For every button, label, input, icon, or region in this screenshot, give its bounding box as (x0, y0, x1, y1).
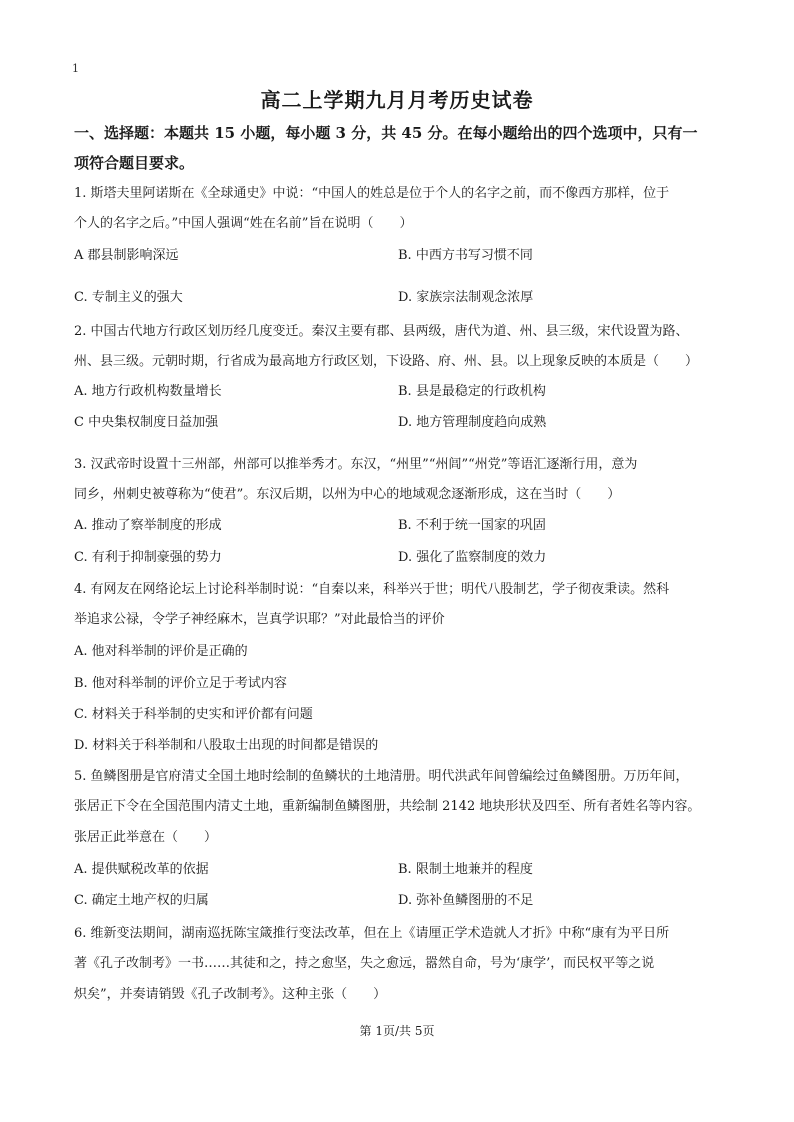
question-1-line-1: 1. 斯塔夫里阿诺斯在《全球通史》中说：“中国人的姓总是位于个人的名字之前，而不像西方那样，位于 (74, 186, 670, 201)
question-6-line-1: 6. 维新变法期间，湖南巡抚陈宝箴推行变法改革，但在上《请厘正学术造就人才折》中称“康有为平日所 (74, 926, 670, 941)
question-5-option-d: D. 弥补鱼鳞图册的不足 (398, 893, 534, 908)
question-5-option-b: B. 限制土地兼并的程度 (398, 862, 533, 877)
question-5-option-c: C. 确定土地产权的归属 (74, 893, 209, 908)
section-heading-line2: 项符合题目要求。 (74, 154, 195, 172)
question-4-line-1: 4. 有网友在网络论坛上讨论科举制时说：“自秦以来，科举兴于世；明代八股制艺，学子彻夜秉读。然科 (74, 582, 670, 597)
question-1-option-c: C. 专制主义的强大 (74, 290, 183, 305)
question-4-option-a: A. 他对科举制的评价是正确的 (74, 644, 248, 659)
section-heading-line1: 一、选择题：本题共 15 小题，每小题 3 分，共 45 分。在每小题给出的四个选项中，只有一 (74, 124, 698, 142)
question-1-line-2: 个人的名字之后。”中国人强调“姓在名前”旨在说明（ ） (74, 216, 413, 231)
question-5-line-1: 5. 鱼鳞图册是官府清丈全国土地时绘制的鱼鳞状的土地清册。明代洪武年间曾编绘过鱼鳞图册。万历年间， (74, 769, 689, 784)
question-3-line-1: 3. 汉武帝时设置十三州部，州部可以推举秀才。东汉，“州里”“州闾”“州党”等语汇逐渐行用，意为 (74, 457, 638, 472)
question-2-option-b: B. 县是最稳定的行政机构 (398, 384, 546, 399)
question-5-option-a: A. 提供赋税改革的依据 (74, 862, 209, 877)
question-2-line-2: 州、县三级。元朝时期，行省成为最高地方行政区划，下设路、府、州、县。以上现象反映的本质是（ ） (74, 354, 699, 369)
question-6-line-2: 著《孔子改制考》一书……其徒和之，持之愈坚，失之愈远，嚣然自命，号为‘康学’，而民权平等之说 (74, 956, 655, 971)
question-3-option-c: C. 有利于抑制豪强的势力 (74, 550, 222, 565)
question-2-option-d: D. 地方管理制度趋向成熟 (398, 415, 547, 430)
question-3-option-d: D. 强化了监察制度的效力 (398, 550, 547, 565)
question-6-line-3: 炽矣”，并奏请销毁《孔子改制考》。这种主张（ ） (74, 987, 387, 1002)
question-2-option-c: C 中央集权制度日益加强 (74, 415, 219, 430)
question-5-line-3: 张居正此举意在（ ） (74, 830, 218, 845)
question-4-option-d: D. 材料关于科举制和八股取士出现的时间都是错误的 (74, 738, 379, 753)
exam-title: 高二上学期九月月考历史试卷 (260, 88, 534, 112)
question-1-option-b: B. 中西方书写习惯不同 (398, 248, 533, 263)
question-4-option-b: B. 他对科举制的评价立足于考试内容 (74, 676, 287, 691)
question-3-line-2: 同乡，州刺史被尊称为“使君”。东汉后期，以州为中心的地域观念逐渐形成，这在当时（ ） (74, 487, 621, 502)
question-3-option-b: B. 不利于统一国家的巩固 (398, 518, 546, 533)
question-2-option-a: A. 地方行政机构数量增长 (74, 384, 222, 399)
question-4-option-c: C. 材料关于科举制的史实和评价都有问题 (74, 707, 313, 722)
question-2-line-1: 2. 中国古代地方行政区划历经几度变迁。秦汉主要有郡、县两级，唐代为道、州、县三级，宋代设置为路、 (74, 324, 689, 339)
page-footer: 第 1页/共 5页 (359, 1024, 435, 1038)
page-mark: 1 (72, 62, 79, 75)
question-4-line-2: 举追求公禄，令学子神经麻木，岂真学识耶？”对此最恰当的评价 (74, 612, 445, 627)
question-1-option-a: A 郡县制影响深远 (74, 248, 179, 263)
question-1-option-d: D. 家族宗法制观念浓厚 (398, 290, 534, 305)
question-3-option-a: A. 推动了察举制度的形成 (74, 518, 222, 533)
question-5-line-2: 张居正下令在全国范围内清丈土地，重新编制鱼鳞图册，共绘制 2142 地块形状及四至、所有者姓名等内容。 (74, 799, 701, 814)
